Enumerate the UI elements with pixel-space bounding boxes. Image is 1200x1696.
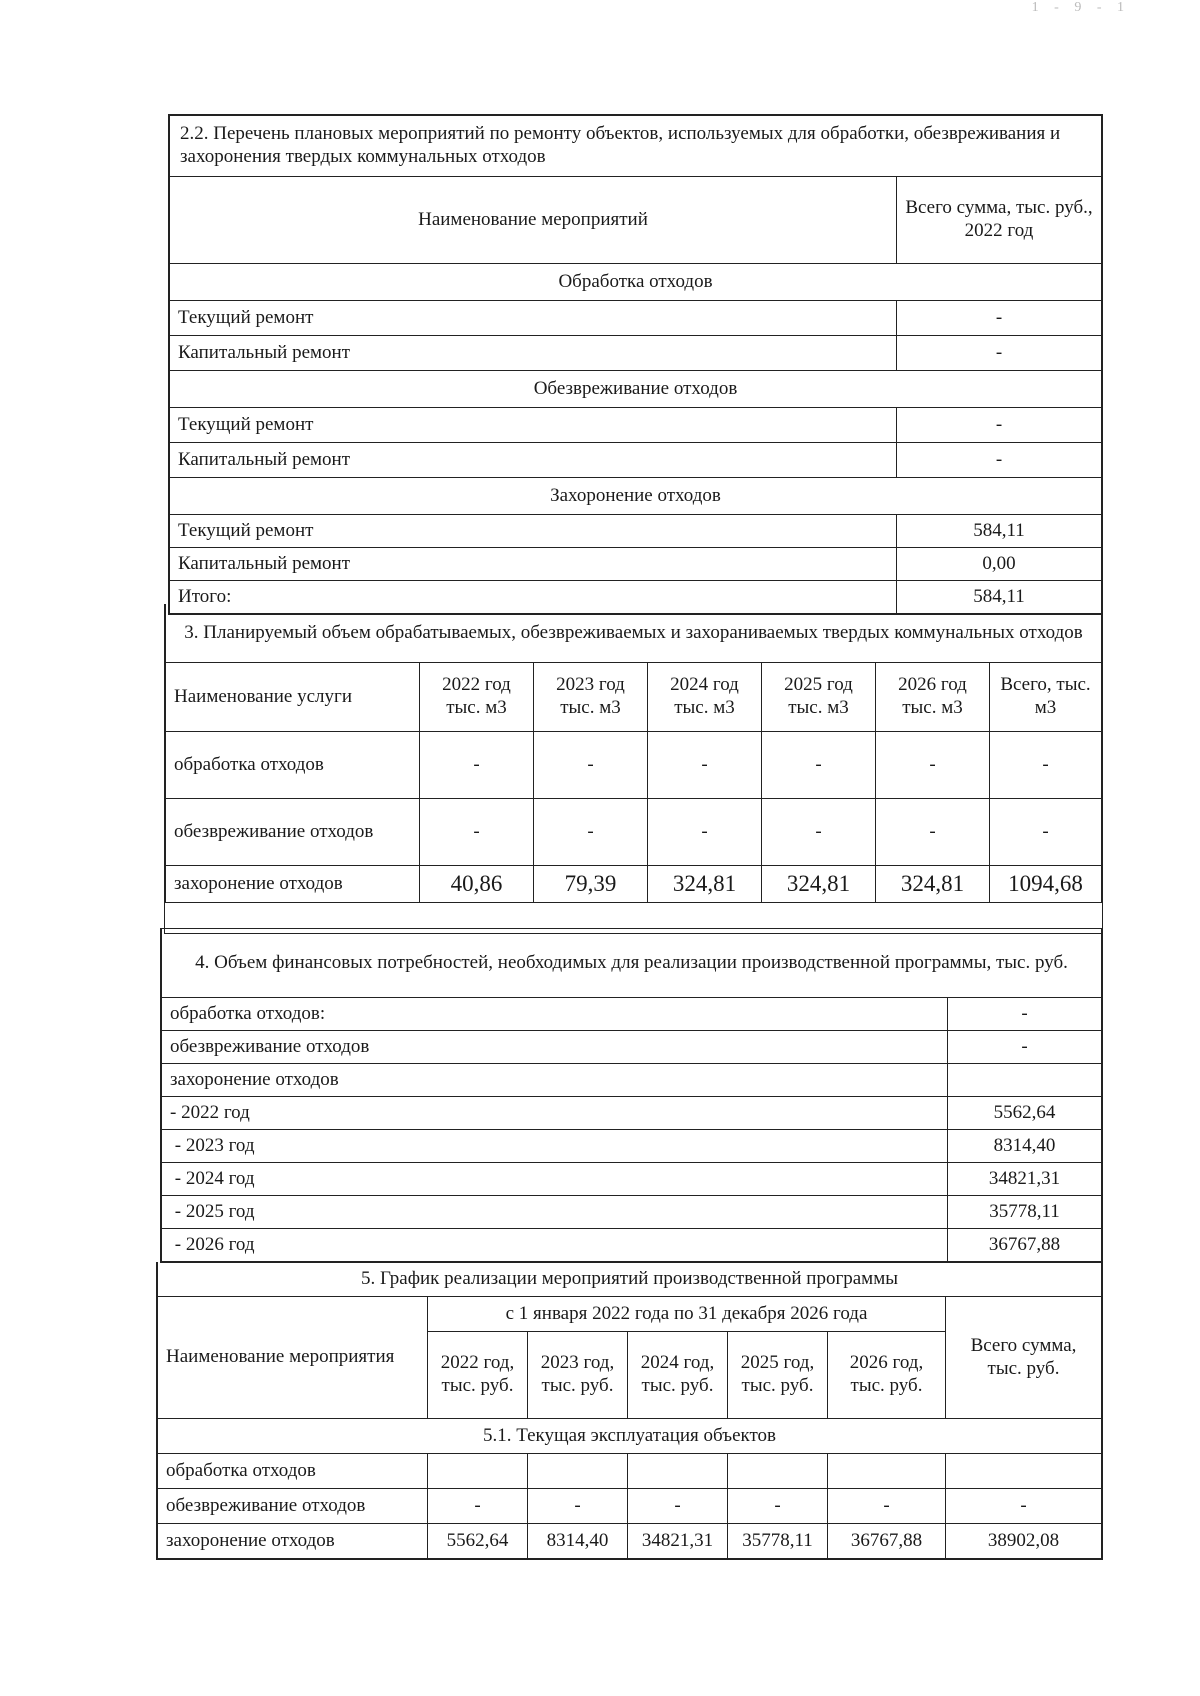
row-label: обезвреживание отходов	[162, 1031, 948, 1064]
cell-value: -	[420, 732, 534, 799]
table-row	[162, 1097, 1102, 1130]
row-label: - 2026 год	[162, 1229, 948, 1262]
column-header-year: 2024 год тыс. м3	[648, 663, 762, 732]
cell-value: 324,81	[762, 866, 876, 903]
cell-value: -	[990, 799, 1102, 866]
row-label: обработка отходов:	[162, 998, 948, 1031]
row-label: - 2022 год	[162, 1097, 948, 1130]
repair-table	[169, 115, 1102, 614]
cell-value	[946, 1454, 1102, 1489]
cell-value: -	[648, 799, 762, 866]
row-value	[948, 1064, 1102, 1097]
column-header-year: 2026 год, тыс. руб.	[828, 1332, 946, 1419]
cell-value: -	[628, 1489, 728, 1524]
cell-value: -	[828, 1489, 946, 1524]
row-label: захоронение отходов	[162, 1064, 948, 1097]
cell-value: -	[420, 799, 534, 866]
table-row	[166, 799, 1102, 866]
row-label: Текущий ремонт	[170, 301, 897, 336]
section-3-title: 3. Планируемый объем обрабатываемых, обезвреживаемых и захораниваемых твердых коммунальных отходов	[166, 604, 1102, 663]
table-row	[158, 1454, 1102, 1489]
table-row	[170, 515, 1102, 548]
section-4	[160, 928, 1103, 1263]
cell-value	[728, 1454, 828, 1489]
cell-value: 38902,08	[946, 1524, 1102, 1559]
section-5	[156, 1262, 1103, 1560]
row-value: 5562,64	[948, 1097, 1102, 1130]
table-row	[162, 1130, 1102, 1163]
cell-value: 35778,11	[728, 1524, 828, 1559]
row-value: 36767,88	[948, 1229, 1102, 1262]
row-label: обезвреживание отходов	[166, 799, 420, 866]
section-2-2	[168, 114, 1103, 615]
column-header-year: 2023 год, тыс. руб.	[528, 1332, 628, 1419]
row-value: 34821,31	[948, 1163, 1102, 1196]
cell-value: -	[728, 1489, 828, 1524]
group-title: Обработка отходов	[170, 264, 1102, 301]
total-label: Итого:	[170, 581, 897, 614]
table-row	[170, 408, 1102, 443]
column-header-total: Всего сумма, тыс. руб., 2022 год	[897, 177, 1102, 264]
cell-value: -	[762, 799, 876, 866]
row-label: Капитальный ремонт	[170, 548, 897, 581]
column-header-year: 2022 год, тыс. руб.	[428, 1332, 528, 1419]
row-label: - 2023 год	[162, 1130, 948, 1163]
section-2-2-title: 2.2. Перечень плановых мероприятий по ремонту объектов, используемых для обработки, обезвреживания и захоронения твердых коммунальных отходов	[170, 116, 1102, 177]
table-row	[162, 1196, 1102, 1229]
row-label: захоронение отходов	[158, 1524, 428, 1559]
column-header-year: 2026 год тыс. м3	[876, 663, 990, 732]
cell-value: -	[528, 1489, 628, 1524]
column-header-year: 2025 год, тыс. руб.	[728, 1332, 828, 1419]
period-header: с 1 января 2022 года по 31 декабря 2026 года	[428, 1297, 946, 1332]
cell-value: -	[762, 732, 876, 799]
row-value: 35778,11	[948, 1196, 1102, 1229]
row-label: обезвреживание отходов	[158, 1489, 428, 1524]
schedule-table	[157, 1262, 1102, 1559]
table-row	[158, 1524, 1102, 1559]
table-row	[166, 866, 1102, 903]
table-row	[162, 1064, 1102, 1097]
cell-value: -	[534, 799, 648, 866]
cell-value: 79,39	[534, 866, 648, 903]
table-row	[170, 301, 1102, 336]
table-row	[170, 443, 1102, 478]
cell-value: 1094,68	[990, 866, 1102, 903]
cell-value: -	[534, 732, 648, 799]
section-3	[164, 604, 1103, 934]
table-row	[170, 548, 1102, 581]
row-value: -	[897, 336, 1102, 371]
cell-value: 8314,40	[528, 1524, 628, 1559]
table-row	[166, 732, 1102, 799]
cell-value: 324,81	[876, 866, 990, 903]
row-label: обработка отходов	[166, 732, 420, 799]
row-label: Текущий ремонт	[170, 515, 897, 548]
row-label: Капитальный ремонт	[170, 443, 897, 478]
column-header-name: Наименование мероприятий	[170, 177, 897, 264]
row-value: -	[897, 301, 1102, 336]
cell-value: -	[946, 1489, 1102, 1524]
row-label: захоронение отходов	[166, 866, 420, 903]
total-value: 584,11	[897, 581, 1102, 614]
table-row	[170, 336, 1102, 371]
cell-value: -	[428, 1489, 528, 1524]
row-value: 8314,40	[948, 1130, 1102, 1163]
cell-value: 34821,31	[628, 1524, 728, 1559]
page-mark: 1 - 9 - 1	[1031, 0, 1130, 15]
cell-value: 36767,88	[828, 1524, 946, 1559]
cell-value: 324,81	[648, 866, 762, 903]
row-value: 0,00	[897, 548, 1102, 581]
column-header-total: Всего сумма, тыс. руб.	[946, 1297, 1102, 1419]
cell-value: -	[648, 732, 762, 799]
volume-table	[165, 604, 1102, 903]
section-5-title: 5. График реализации мероприятий производственной программы	[158, 1262, 1102, 1297]
column-header-year: 2023 год тыс. м3	[534, 663, 648, 732]
table-row	[162, 1229, 1102, 1262]
cell-value	[528, 1454, 628, 1489]
row-label: - 2025 год	[162, 1196, 948, 1229]
table-row	[158, 1489, 1102, 1524]
cell-value: 40,86	[420, 866, 534, 903]
column-header-service: Наименование услуги	[166, 663, 420, 732]
column-header-total: Всего, тыс. м3	[990, 663, 1102, 732]
row-label: Текущий ремонт	[170, 408, 897, 443]
cell-value	[428, 1454, 528, 1489]
subsection-title: 5.1. Текущая эксплуатация объектов	[158, 1419, 1102, 1454]
column-header-name: Наименование мероприятия	[158, 1297, 428, 1419]
cell-value: -	[876, 799, 990, 866]
table-row	[162, 998, 1102, 1031]
column-header-year: 2022 год тыс. м3	[420, 663, 534, 732]
cell-value: -	[876, 732, 990, 799]
cell-value: 5562,64	[428, 1524, 528, 1559]
finance-table	[161, 929, 1102, 1262]
group-title: Обезвреживание отходов	[170, 371, 1102, 408]
section-4-title: 4. Объем финансовых потребностей, необходимых для реализации производственной программы, тыс. руб.	[162, 929, 1102, 998]
column-header-year: 2024 год, тыс. руб.	[628, 1332, 728, 1419]
cell-value: -	[990, 732, 1102, 799]
row-value: 584,11	[897, 515, 1102, 548]
cell-value	[828, 1454, 946, 1489]
row-value: -	[948, 998, 1102, 1031]
row-label: обработка отходов	[158, 1454, 428, 1489]
cell-value	[628, 1454, 728, 1489]
group-title: Захоронение отходов	[170, 478, 1102, 515]
row-value: -	[897, 443, 1102, 478]
column-header-year: 2025 год тыс. м3	[762, 663, 876, 732]
row-value: -	[897, 408, 1102, 443]
row-label: - 2024 год	[162, 1163, 948, 1196]
table-row	[162, 1031, 1102, 1064]
table-row	[162, 1163, 1102, 1196]
row-label: Капитальный ремонт	[170, 336, 897, 371]
row-value: -	[948, 1031, 1102, 1064]
